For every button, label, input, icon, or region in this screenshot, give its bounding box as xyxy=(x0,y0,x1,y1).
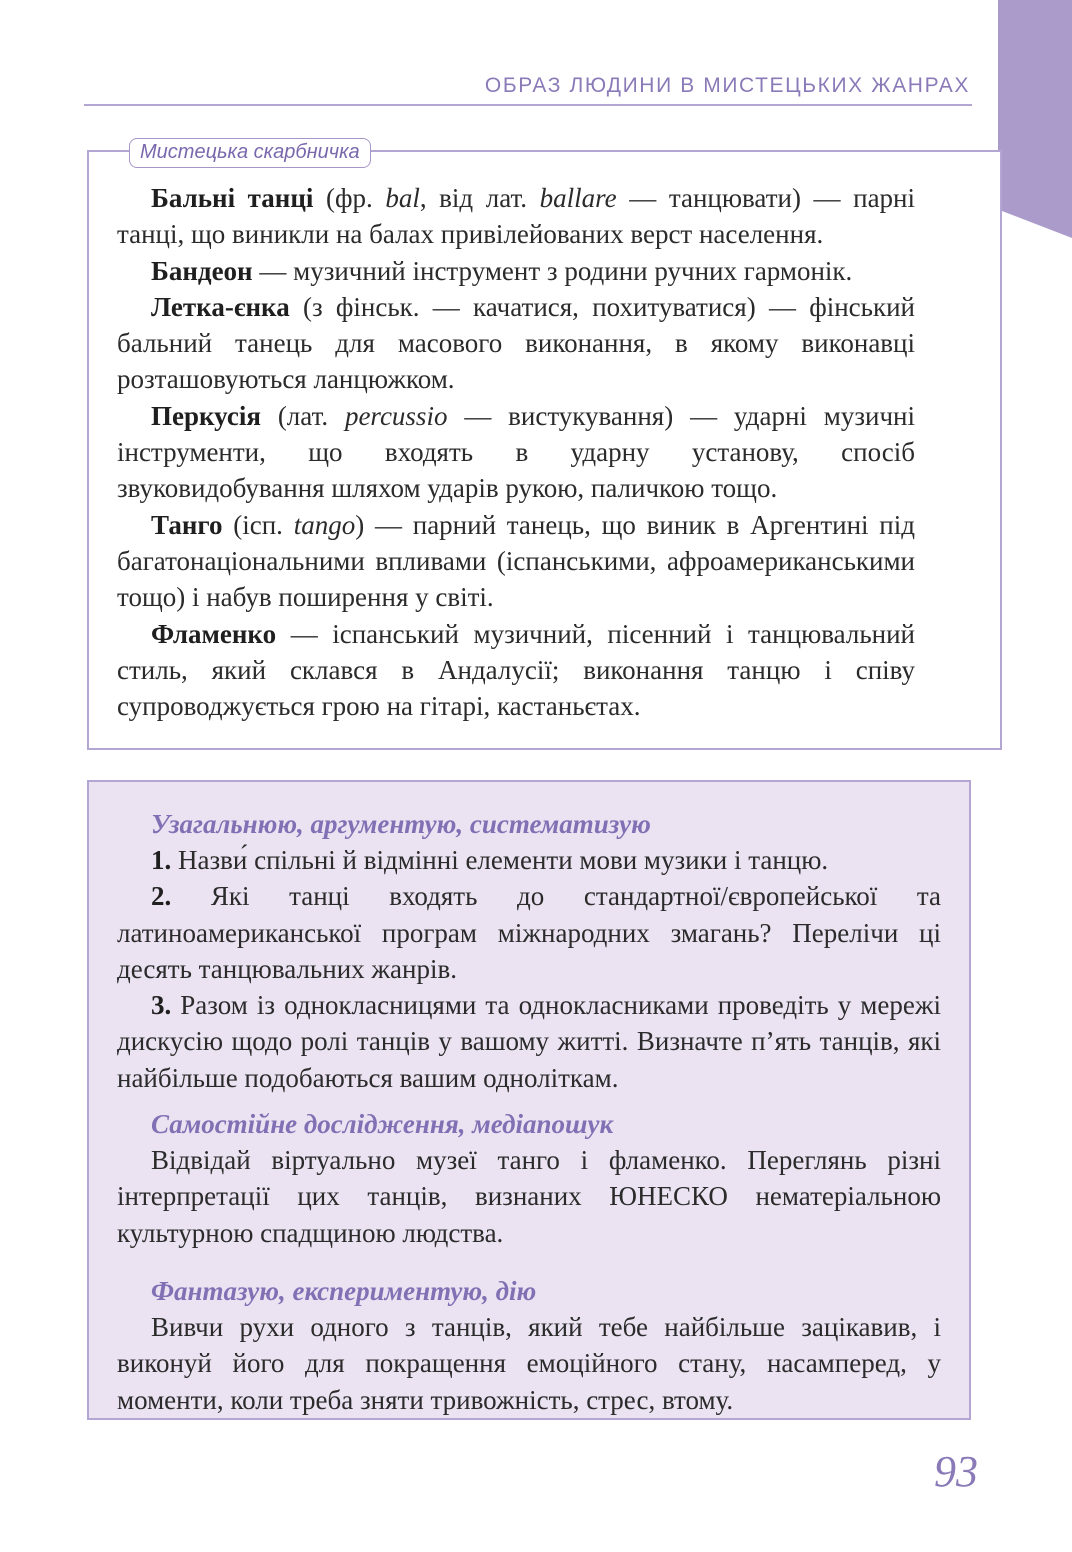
page-number: 93 xyxy=(934,1447,978,1496)
task-item-3 xyxy=(117,987,941,1096)
glossary-foreign-word: percussio xyxy=(344,400,448,431)
glossary-text: (ісп. xyxy=(222,509,294,540)
glossary-box xyxy=(87,141,1002,750)
glossary-text: (лат. xyxy=(260,400,345,431)
section-title-research: Самостійне дослідження, медіапошук xyxy=(151,1109,614,1140)
glossary-entry-letkajenka xyxy=(117,289,915,398)
task-text: Назви́ спільні й відмінні елементи мови музики і танцю. xyxy=(171,845,829,875)
section-title-generalize: Узагальнюю, аргументую, систематизую xyxy=(151,809,651,839)
glossary-foreign-word: ballare xyxy=(539,183,617,213)
section-title-fantasize: Фантазую, експериментую, дію xyxy=(151,1275,537,1306)
task-text: Які танці входять до стандартної/європейської та латиноамериканської програм міжнародних змагань? Перелічи ці десять танцювальних жанрів. xyxy=(117,881,941,984)
glossary-entries xyxy=(117,180,915,724)
research-text: Відвідай віртуально музеї танго і фламенко. Переглянь різні інтерпретації цих танців, визнаних ЮНЕСКО нематеріальною культурною спадщиною людства. xyxy=(117,1145,941,1248)
glossary-foreign-word: tango xyxy=(293,509,356,540)
glossary-term: Бальні танці xyxy=(151,183,314,213)
glossary-text: — іспанський музичний, пісенний і танцювальний стиль, який склався в Андалусії; виконання танцю і співу супроводжується грою на гітарі, кастаньєтах. xyxy=(117,618,915,722)
task-item-2 xyxy=(117,878,941,987)
glossary-text: — музичний інструмент з родини ручних гармонік. xyxy=(252,255,853,286)
glossary-term: Бандеон xyxy=(151,255,253,286)
task-item-1 xyxy=(117,842,941,878)
running-header: ОБРАЗ ЛЮДИНИ В МИСТЕЦЬКИХ ЖАНРАХ xyxy=(484,74,970,97)
tasks-box xyxy=(87,780,971,1420)
task-number: 1. xyxy=(151,845,172,875)
task-text: Разом із однокласницями та однокласниками проведіть у мережі дискусію щодо ролі танців у вашому житті. Визначте п’ять танців, які найбільше подобаються вашим одноліткам. xyxy=(117,990,941,1093)
glossary-term: Фламенко xyxy=(151,618,277,649)
glossary-entry-bandoneon xyxy=(117,253,915,289)
glossary-term: Перкусія xyxy=(151,400,261,431)
glossary-entry-tango xyxy=(117,507,915,616)
glossary-entry-flamenco xyxy=(117,616,915,725)
header-rule xyxy=(84,104,972,106)
glossary-term: Танго xyxy=(151,509,223,540)
glossary-text: ) — парний танець, що виник в Аргентині під багатонаціональними впливами (іспанськими, афроамериканськими тощо) і набув поширення у світі. xyxy=(117,509,915,613)
glossary-text: , від лат. xyxy=(419,183,540,213)
glossary-foreign-word: bal xyxy=(385,183,420,213)
task-number: 2. xyxy=(151,881,172,912)
task-number: 3. xyxy=(151,990,172,1021)
fantasize-text: Вивчи рухи одного з танців, який тебе найбільше зацікавив, і виконуй його для покращення емоційного стану, насамперед, у моменти, коли треба зняти тривожність, стрес, втому. xyxy=(117,1311,941,1415)
glossary-term: Летка-єнка xyxy=(151,291,290,322)
glossary-text: — танцювати) — парні танці, що виникли на балах привілейованих верст населення. xyxy=(117,183,916,250)
glossary-tag: Мистецька скарбничка xyxy=(129,138,371,168)
glossary-entry-percussion xyxy=(117,398,915,507)
corner-tab-decoration xyxy=(998,0,1072,238)
tasks-content xyxy=(117,806,941,1418)
glossary-entry-ballroom xyxy=(117,180,915,253)
glossary-text: — вистукування) — ударні музичні інструменти, що входять в ударну установу, спосіб звуковидобування шляхом ударів рукою, паличкою тощо. xyxy=(117,400,915,504)
glossary-text: (з фінськ. — качатися, похитуватися) — фінський бальний танець для масового виконання, в якому виконавці розташовуються ланцюжком. xyxy=(117,291,915,395)
glossary-text: (фр. xyxy=(313,183,386,213)
